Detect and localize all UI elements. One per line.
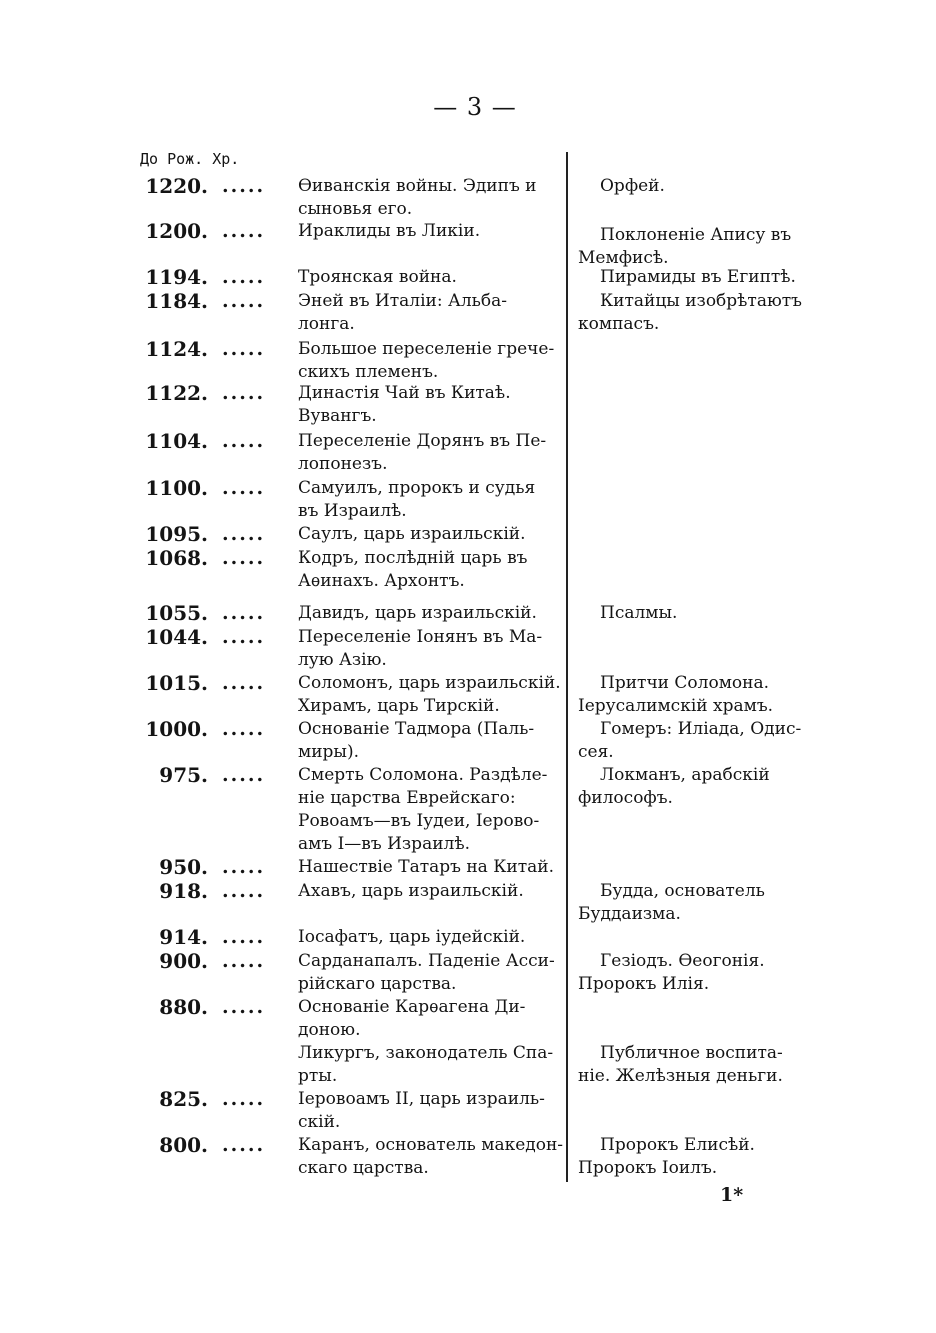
side-note (578, 290, 800, 336)
year: 1122. (145, 381, 208, 405)
event-text (298, 880, 558, 903)
event-line: Основаніе Карѳагена Ди- (298, 997, 526, 1017)
side-note (578, 175, 800, 198)
year: 800. (159, 1133, 208, 1157)
year: 950. (159, 855, 208, 879)
event-text (298, 718, 558, 764)
event-line: скихъ племенъ. (298, 362, 439, 382)
event-text (298, 547, 558, 593)
side-note-line: Іерусалимскій храмъ. (578, 696, 774, 716)
leader-dots: ..... (222, 338, 266, 360)
signature-mark: 1* (720, 1184, 744, 1206)
event-line: Іосафатъ, царь іудейскій. (298, 927, 526, 947)
event-line: скій. (298, 1112, 341, 1132)
year: 1055. (145, 601, 208, 625)
event-line: Іеровоамъ II, царь израиль- (298, 1089, 545, 1109)
side-note (578, 672, 800, 718)
event-line: Нашествіе Татаръ на Китай. (298, 857, 554, 877)
event-text (298, 996, 558, 1042)
side-note-line: Буддаизма. (578, 904, 681, 924)
event-line: Ровоамъ—въ Іудеи, Іерово- (298, 811, 540, 831)
side-note-line: Пирамиды въ Египтѣ. (600, 267, 796, 287)
event-line: Ахавъ, царь израильскій. (298, 881, 524, 901)
event-text (298, 290, 558, 336)
side-note-line: сея. (578, 742, 614, 762)
event-line: Ликургъ, законодатель Спа- (298, 1043, 554, 1063)
event-line: Давидъ, царь израильскій. (298, 603, 537, 623)
side-note (578, 266, 800, 289)
leader-dots: ..... (222, 764, 266, 786)
side-note-line: Орфей. (600, 176, 665, 196)
event-text (298, 266, 558, 289)
event-text (298, 764, 558, 856)
event-line: Переселеніе Іонянъ въ Ма- (298, 627, 543, 647)
leader-dots: ..... (222, 996, 266, 1018)
leader-dots: ..... (222, 523, 266, 545)
year: 1000. (145, 717, 208, 741)
event-text (298, 626, 558, 672)
year: 900. (159, 949, 208, 973)
event-line: скаго царства. (298, 1158, 429, 1178)
side-note-line: Пророкъ Илія. (578, 974, 710, 994)
side-note-line: философъ. (578, 788, 673, 808)
event-line: Переселеніе Дорянъ въ Пе- (298, 431, 547, 451)
leader-dots: ..... (222, 175, 266, 197)
event-line: въ Израилѣ. (298, 501, 407, 521)
year: 825. (159, 1087, 208, 1111)
side-note (578, 1042, 800, 1088)
event-line: Каранъ, основатель македон- (298, 1135, 564, 1155)
year: 1124. (145, 337, 208, 361)
event-line: Самуилъ, пророкъ и судья (298, 478, 536, 498)
event-text (298, 926, 558, 949)
event-line: Аѳинахъ. Архонтъ. (298, 571, 465, 591)
side-note (578, 764, 800, 810)
year: 918. (159, 879, 208, 903)
leader-dots: ..... (222, 926, 266, 948)
event-text (298, 523, 558, 546)
side-note (578, 950, 800, 996)
year: 1068. (145, 546, 208, 570)
side-note-line: Гезіодъ. Ѳеогонія. (600, 951, 765, 971)
year: 1100. (145, 476, 208, 500)
event-line: сыновья его. (298, 199, 413, 219)
leader-dots: ..... (222, 880, 266, 902)
event-text (298, 1134, 564, 1180)
event-line: Саулъ, царь израильскій. (298, 524, 526, 544)
year: 1200. (145, 219, 208, 243)
side-note-line: Псалмы. (600, 603, 678, 623)
event-text (298, 430, 558, 476)
event-text (298, 1088, 558, 1134)
event-line: Смерть Соломона. Раздѣле- (298, 765, 548, 785)
event-line: лонга. (298, 314, 355, 334)
event-text (298, 672, 561, 718)
side-note (578, 880, 800, 926)
side-note-line: Пророкъ Іоилъ. (578, 1158, 718, 1178)
side-note-line: Публичное воспита- (600, 1043, 783, 1063)
leader-dots: ..... (222, 718, 266, 740)
leader-dots: ..... (222, 382, 266, 404)
leader-dots: ..... (222, 950, 266, 972)
year: 1220. (145, 174, 208, 198)
event-text (298, 1042, 558, 1088)
leader-dots: ..... (222, 1088, 266, 1110)
event-line: Хирамъ, царь Тирскій. (298, 696, 500, 716)
column-divider (566, 152, 568, 1182)
leader-dots: ..... (222, 430, 266, 452)
event-line: Династія Чай въ Китаѣ. (298, 383, 511, 403)
side-note-line: Будда, основатель (600, 881, 765, 901)
event-text (298, 856, 558, 879)
side-note-line: Притчи Соломона. (600, 673, 770, 693)
leader-dots: ..... (222, 1134, 266, 1156)
event-line: Сарданапалъ. Паденіе Асси- (298, 951, 555, 971)
leader-dots: ..... (222, 477, 266, 499)
side-note (578, 1134, 800, 1180)
side-note-line: Локманъ, арабскій (600, 765, 770, 785)
leader-dots: ..... (222, 266, 266, 288)
event-line: рты. (298, 1066, 338, 1086)
event-line: Соломонъ, царь израильскій. (298, 673, 561, 693)
event-line: Троянская война. (298, 267, 457, 287)
year: 1194. (145, 265, 208, 289)
leader-dots: ..... (222, 547, 266, 569)
side-note-line: Поклоненіе Апису въ (600, 225, 792, 245)
side-note-line: ніе. Желѣзныя деньги. (578, 1066, 783, 1086)
year: 1184. (145, 289, 208, 313)
side-note-line: Пророкъ Елисѣй. (600, 1135, 755, 1155)
event-text (298, 382, 558, 428)
side-note-line: компасъ. (578, 314, 660, 334)
side-note (578, 718, 800, 764)
event-line: ніе царства Еврейскаго: (298, 788, 516, 808)
event-line: лопонезъ. (298, 454, 388, 474)
leader-dots: ..... (222, 672, 266, 694)
event-line: лую Азію. (298, 650, 387, 670)
event-line: Кодръ, послѣдній царь въ (298, 548, 528, 568)
event-text (298, 175, 558, 221)
event-line: Вувангъ. (298, 406, 377, 426)
event-line: Большое переселеніе грече- (298, 339, 555, 359)
side-note-line: Китайцы изобрѣтаютъ (600, 291, 802, 311)
year: 880. (159, 995, 208, 1019)
side-note-line: Мемфисѣ. (578, 248, 669, 268)
year: 1104. (145, 429, 208, 453)
event-line: Эней въ Италіи: Альба- (298, 291, 508, 311)
event-line: амъ I—въ Израилѣ. (298, 834, 470, 854)
side-note (578, 602, 800, 625)
event-text (298, 338, 558, 384)
leader-dots: ..... (222, 290, 266, 312)
era-label: До Рож. Хр. (140, 150, 240, 168)
page-number: — 3 — (433, 93, 517, 121)
event-line: рійскаго царства. (298, 974, 457, 994)
event-line: миры). (298, 742, 360, 762)
event-text (298, 602, 558, 625)
event-text (298, 477, 558, 523)
event-text (298, 950, 558, 996)
event-line: Ѳиванскія войны. Эдипъ и (298, 176, 537, 196)
year: 914. (159, 925, 208, 949)
leader-dots: ..... (222, 856, 266, 878)
year: 975. (159, 763, 208, 787)
event-line: Основаніе Тадмора (Паль- (298, 719, 535, 739)
side-note (578, 224, 800, 270)
side-note-line: Гомеръ: Иліада, Одис- (600, 719, 802, 739)
event-text (298, 220, 558, 243)
year: 1015. (145, 671, 208, 695)
year: 1095. (145, 522, 208, 546)
event-line: доною. (298, 1020, 361, 1040)
year: 1044. (145, 625, 208, 649)
leader-dots: ..... (222, 626, 266, 648)
leader-dots: ..... (222, 602, 266, 624)
event-line: Ираклиды въ Ликіи. (298, 221, 481, 241)
leader-dots: ..... (222, 220, 266, 242)
